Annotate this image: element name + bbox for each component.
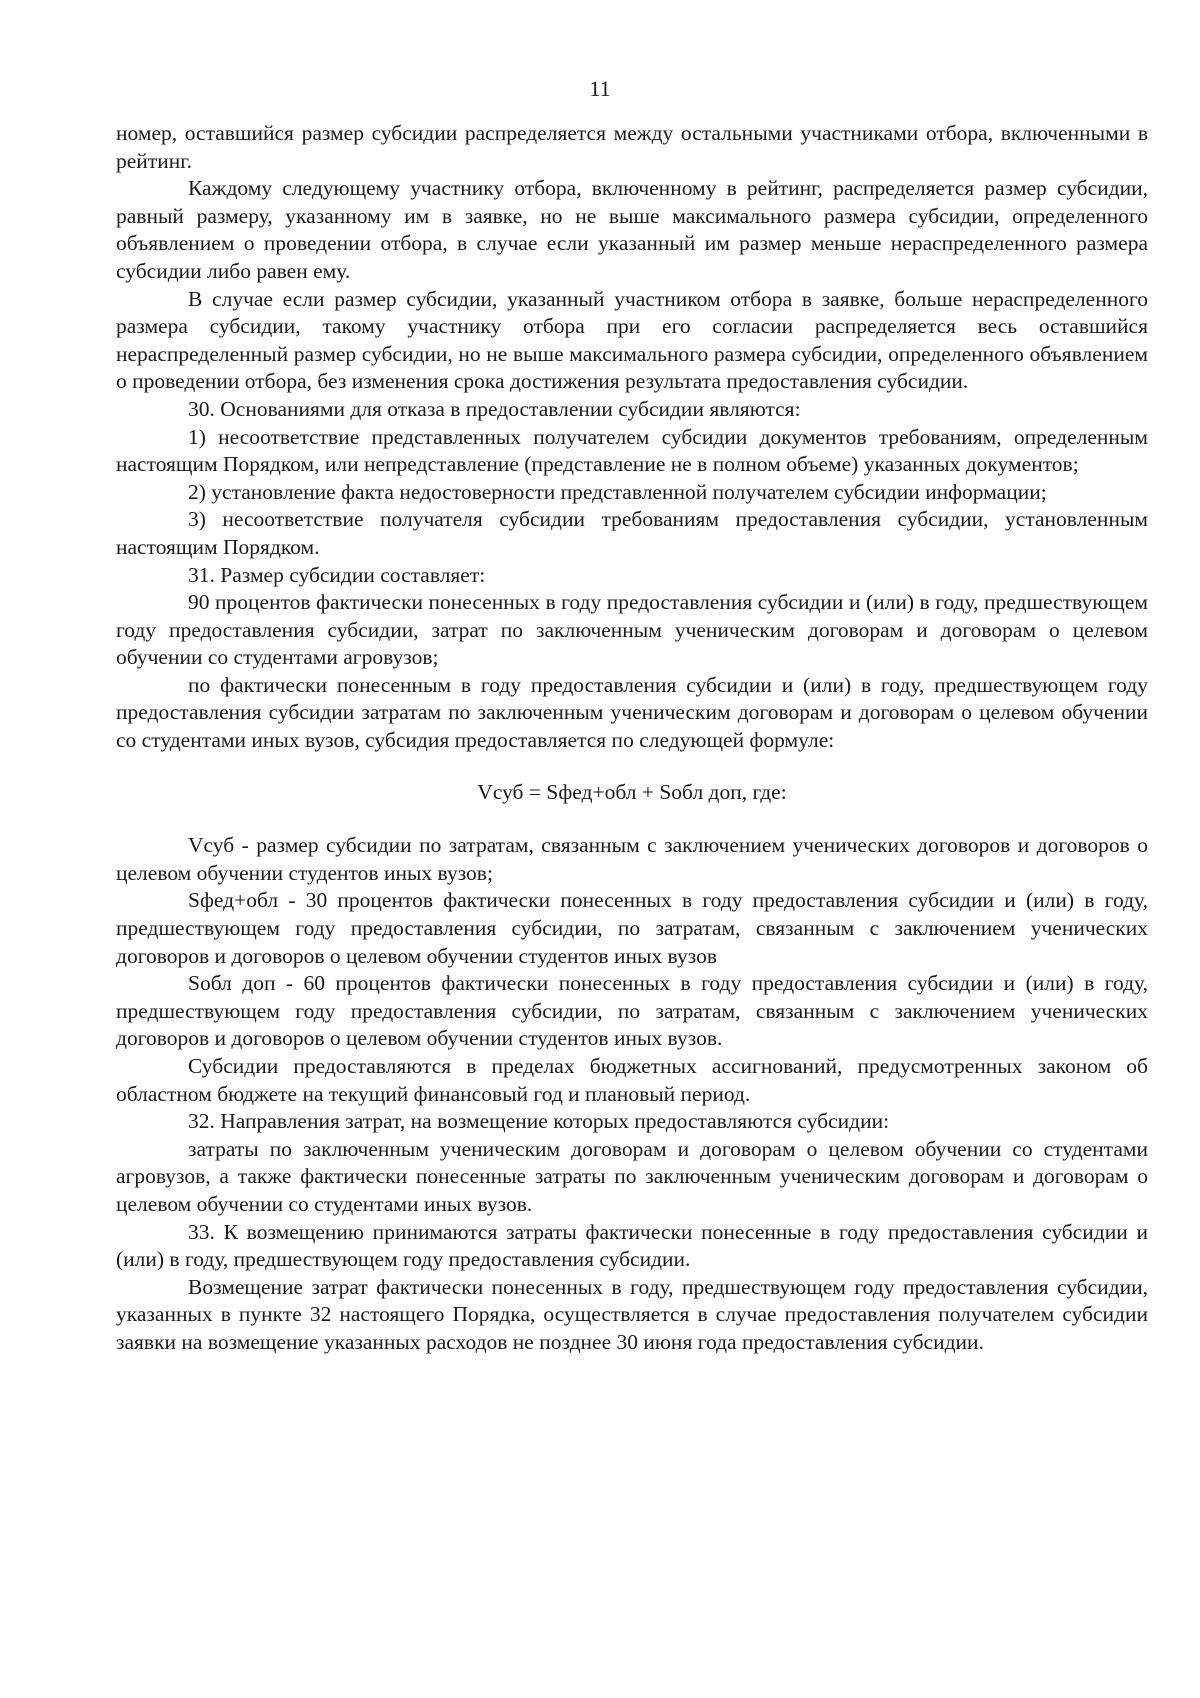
clause-33-reimbursement-deadline: Возмещение затрат фактически понесенных в году, предшествующем году предоставления субсидии, указанных в пункте 32 настоящего Порядка, осуществляется в случае предоставления получателем субсидии заявки на возмещение указанных расходов не позднее 30 июня года предоставления субсидии. [116, 1274, 1148, 1354]
clause-32-heading: 32. Направления затрат, на возмещение которых предоставляются субсидии: [188, 1109, 890, 1134]
paragraph-continuation: номер, оставшийся размер субсидии распределяется между остальными участниками отбора, включенными в рейтинг. [116, 121, 1148, 173]
subsidy-formula: Vсуб = Sфед+обл + Sобл доп, где: [477, 779, 787, 804]
page-number: 11 [589, 76, 611, 101]
clause-31-heading: 31. Размер субсидии составляет: [188, 562, 486, 587]
clause-31-other-universities: по фактически понесенным в году предоставления субсидии и (или) в году, предшествующем году предоставления субсидии затратам по заключенным ученическим договорам и договорам о целевом обучении со студентами иных вузов, субсидия предоставляется по следующей формуле: [116, 672, 1148, 753]
clause-31-agro-universities: 90 процентов фактически понесенных в году предоставления субсидии и (или) в году, предшествующем году предоставления субсидии, затрат по заключенным ученическим договорам и договорам о целевом обучении со студентами агровузов; [116, 590, 1148, 670]
clause-30-item-1: 1) несоответствие представленных получателем субсидии документов требованиям, определенным настоящим Порядком, или непредставление (представление не в полном объеме) указанных документов; [116, 424, 1148, 477]
clause-30-item-2: 2) установление факта недостоверности представленной получателем субсидии информации; [188, 479, 1047, 504]
clause-30-heading: 30. Основаниями для отказа в предоставлении субсидии являются: [188, 396, 801, 421]
formula-term-sobl-dop: Sобл доп - 60 процентов фактически понесенных в году предоставления субсидии и (или) в году, предшествующем году предоставления субсидии, по затратам, связанным с заключением ученических договоров и договоров о целевом обучении студентов иных вузов. [116, 971, 1148, 1051]
clause-33-heading: 33. К возмещению принимаются затраты фактически понесенные в году предоставления субсидии и (или) в году, предшествующем году предоставления субсидии. [116, 1219, 1148, 1272]
clause-32-cost-directions: затраты по заключенным ученическим договорам и договорам о целевом обучении со студентами агровузов, а также фактически понесенные затраты по заключенным ученическим договорам и договорам о целевом обучении со студентами иных вузов. [116, 1136, 1148, 1216]
paragraph-rating-distribution: Каждому следующему участнику отбора, включенному в рейтинг, распределяется размер субсидии, равный размеру, указанному им в заявке, но не выше максимального размера субсидии, определенного объявлением о проведении отбора, в случае если указанный им размер меньше нераспределенного размера субсидии либо равен ему. [116, 176, 1148, 283]
paragraph-remaining-amount: В случае если размер субсидии, указанный участником отбора в заявке, больше нераспределенного размера субсидии, такому участнику отбора при его согласии распределяется весь оставшийся нераспределенный размер субсидии, но не выше максимального размера субсидии, определенного объявлением о проведении отбора, без изменения срока достижения результата предоставления субсидии. [116, 286, 1148, 394]
clause-30-item-3: 3) несоответствие получателя субсидии требованиям предоставления субсидии, установленным настоящим Порядком. [116, 507, 1148, 559]
paragraph-budget-limits: Субсидии предоставляются в пределах бюджетных ассигнований, предусмотренных законом об областном бюджете на текущий финансовый год и плановый период. [116, 1054, 1148, 1106]
formula-term-vsub: Vсуб - размер субсидии по затратам, связанным с заключением ученических договоров и договоров о целевом обучении студентов иных вузов; [116, 833, 1148, 885]
formula-term-sfed-obl: Sфед+обл - 30 процентов фактически понесенных в году предоставления субсидии и (или) в году, предшествующем году предоставления субсидии, по затратам, связанным с заключением ученических договоров и договоров о целевом обучении студентов иных вузов [116, 888, 1148, 968]
document-body [116, 120, 1148, 1357]
